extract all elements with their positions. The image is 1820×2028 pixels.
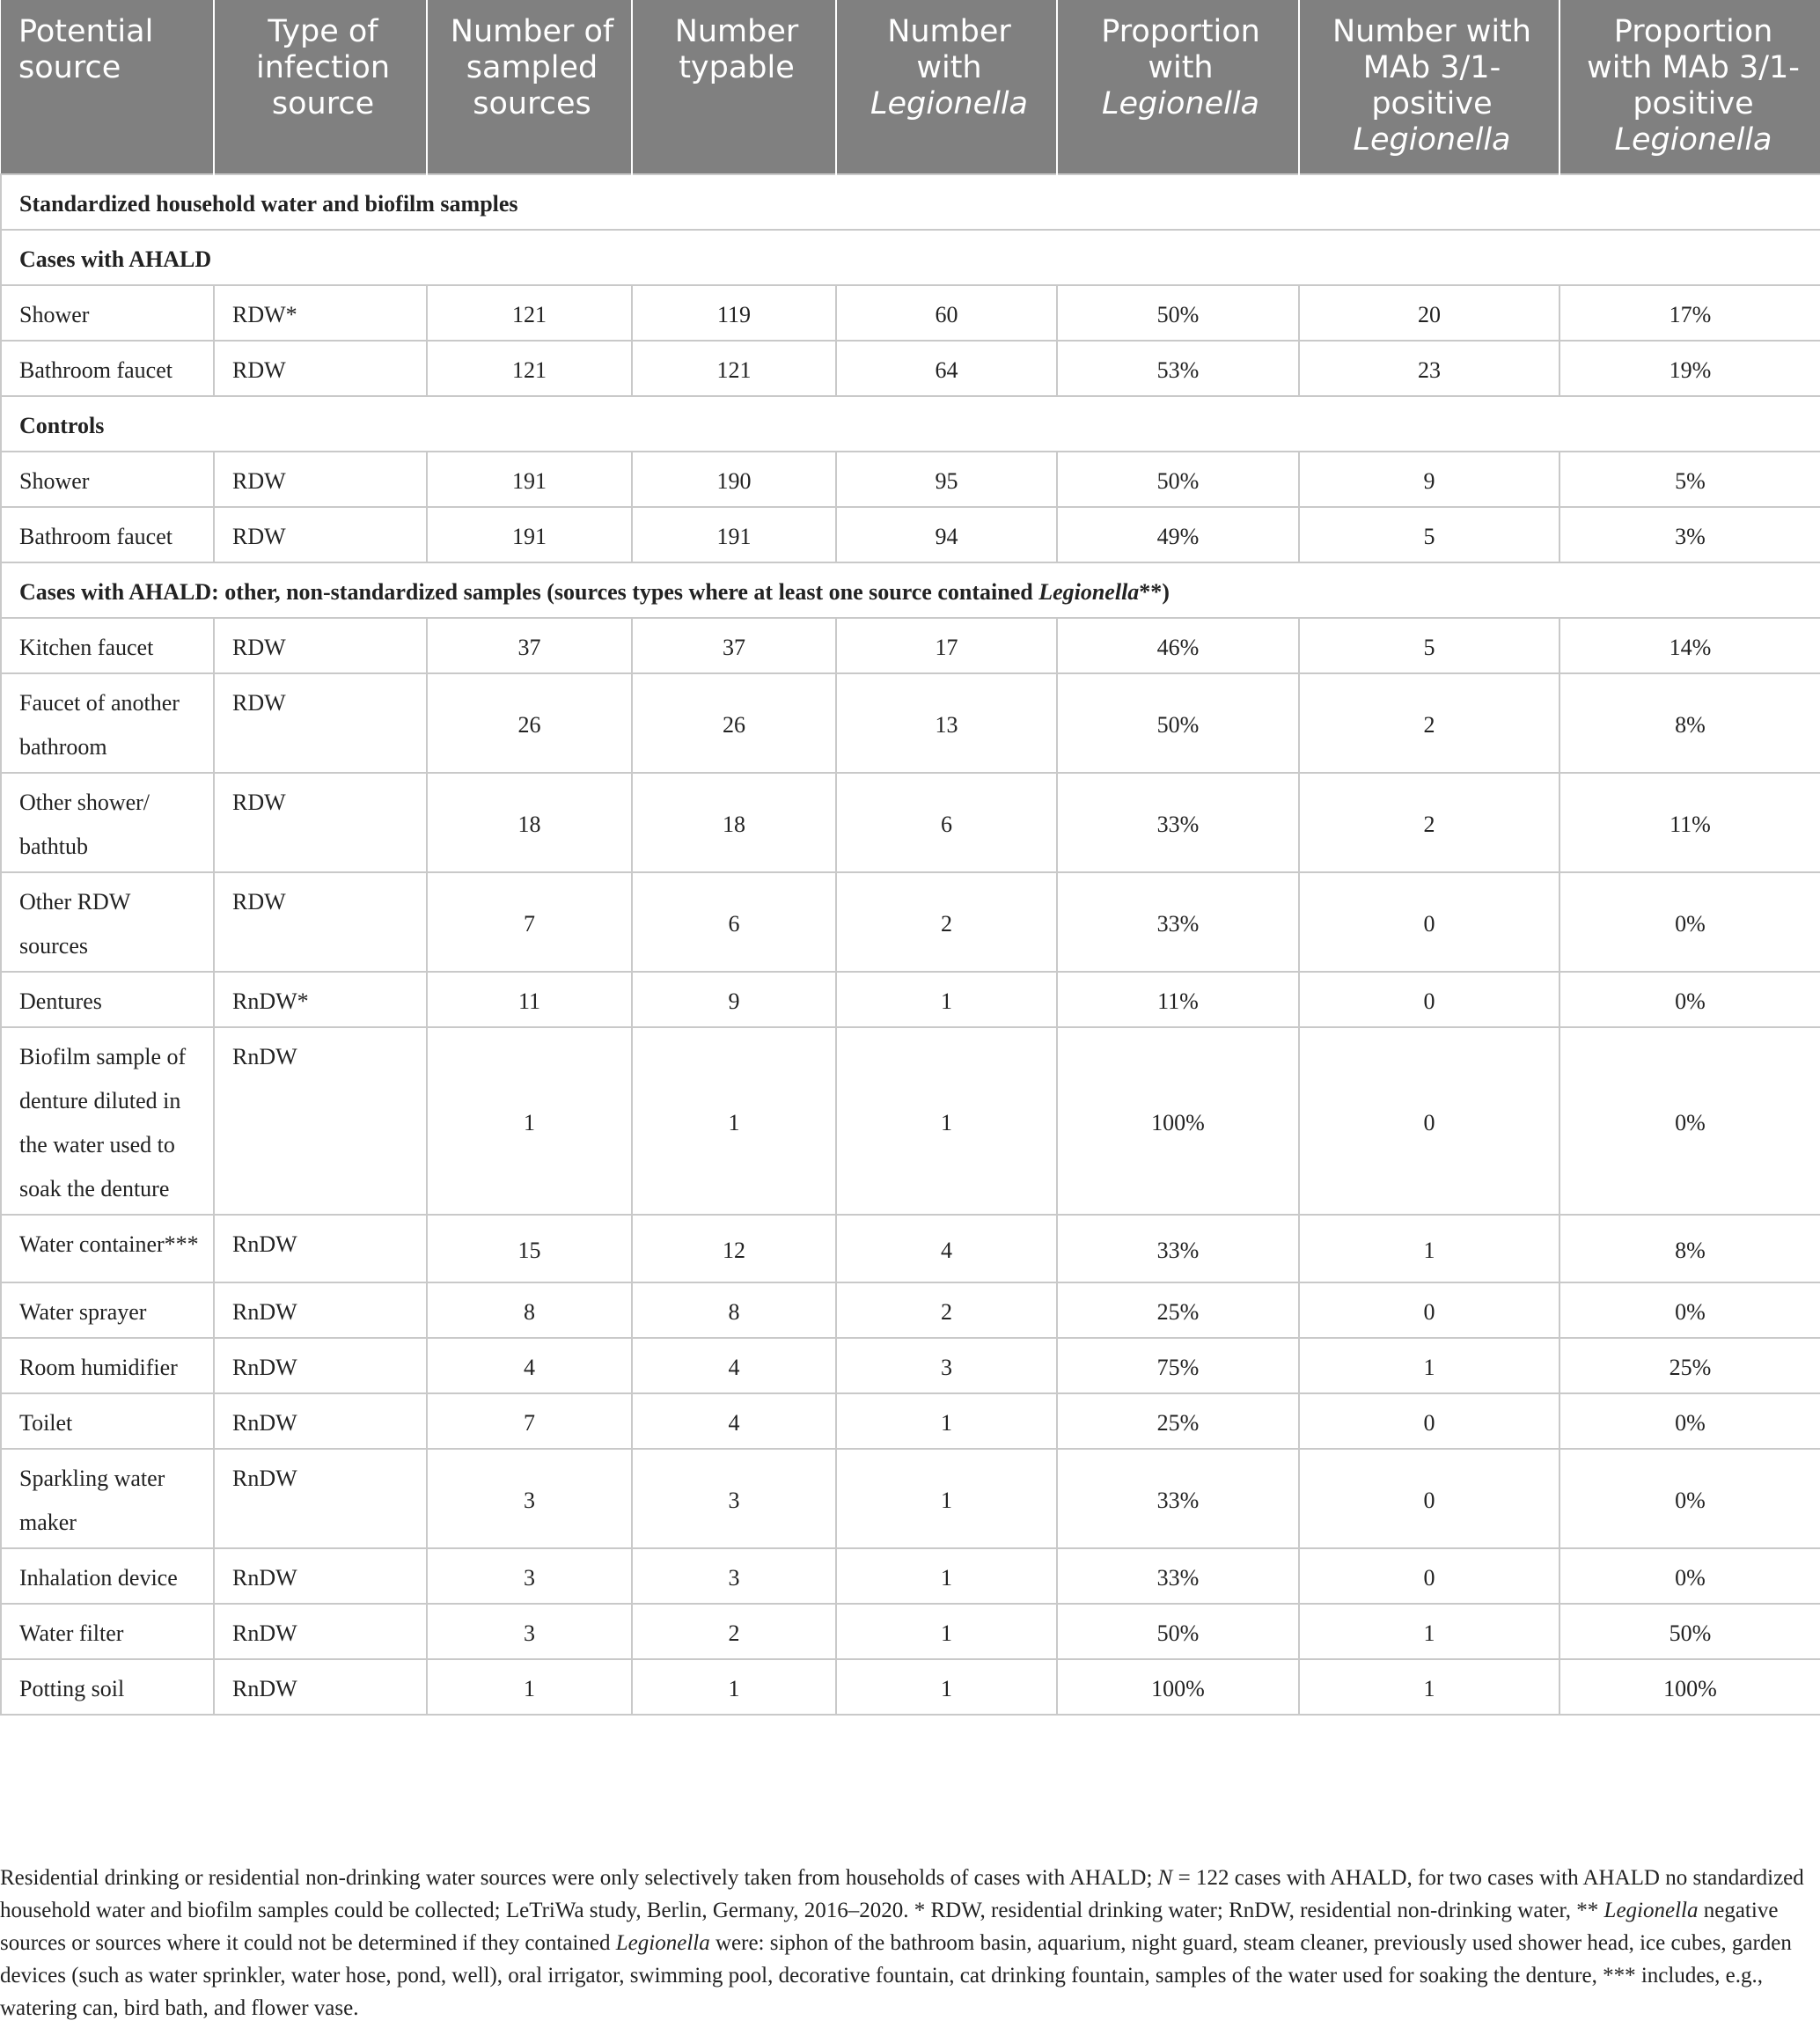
value-cell: 11 [427, 972, 632, 1027]
section-title-text: Standardized household water and biofilm samples [19, 191, 518, 217]
source-cell: Toilet [1, 1393, 214, 1449]
column-header-italic-text: Legionella [1614, 122, 1772, 158]
section-title-text: Cases with AHALD [19, 246, 212, 272]
value-cell: 50% [1057, 1604, 1299, 1659]
source-cell: Room humidifier [1, 1338, 214, 1393]
value-cell: 1 [1299, 1215, 1559, 1282]
type-cell: RDW* [214, 285, 427, 341]
table-row [1, 1027, 1820, 1215]
value-cell: 1 [836, 1659, 1057, 1715]
value-cell: 33% [1057, 1215, 1299, 1282]
value-cell: 25% [1057, 1282, 1299, 1338]
value-cell: 8 [427, 1282, 632, 1338]
section-header-row [1, 396, 1820, 452]
type-cell: RnDW* [214, 972, 427, 1027]
value-cell: 4 [632, 1338, 836, 1393]
value-cell: 121 [632, 341, 836, 396]
table-header [1, 0, 1820, 174]
value-cell: 3 [836, 1338, 1057, 1393]
table-row [1, 1393, 1820, 1449]
value-cell: 1 [427, 1027, 632, 1215]
table-row [1, 1338, 1820, 1393]
value-cell: 12 [632, 1215, 836, 1282]
value-cell: 23 [1299, 341, 1559, 396]
value-cell: 1 [836, 1449, 1057, 1548]
source-cell: Other RDW sources [1, 872, 214, 972]
type-cell: RDW [214, 618, 427, 673]
value-cell: 25% [1057, 1393, 1299, 1449]
table-body [1, 174, 1820, 1715]
value-cell: 191 [427, 507, 632, 562]
type-cell: RDW [214, 507, 427, 562]
value-cell: 2 [1299, 773, 1559, 872]
value-cell: 3 [632, 1548, 836, 1604]
value-cell: 53% [1057, 341, 1299, 396]
value-cell: 15 [427, 1215, 632, 1282]
footnote-text: = 122 cases with AHALD, for two cases with AHALD no standardized household water and biofilm samples could be collected; LeTriWa study, Berlin, Germany, 2016–2020. * RDW, residential drinking water; RnDW, residential non-drinking water, ** [0, 1866, 1804, 1922]
type-cell: RnDW [214, 1215, 427, 1282]
value-cell: 13 [836, 673, 1057, 773]
header-row [1, 0, 1820, 174]
type-cell: RnDW [214, 1393, 427, 1449]
table-row [1, 507, 1820, 562]
value-cell: 3 [427, 1449, 632, 1548]
value-cell: 8% [1559, 1215, 1820, 1282]
section-header-row [1, 174, 1820, 230]
type-cell: RDW [214, 452, 427, 507]
column-header-text: Proportion with [1101, 14, 1260, 85]
value-cell: 8% [1559, 673, 1820, 773]
section-title [1, 562, 1820, 618]
value-cell: 5% [1559, 452, 1820, 507]
value-cell: 2 [836, 1282, 1057, 1338]
value-cell: 0 [1299, 1282, 1559, 1338]
type-cell: RnDW [214, 1282, 427, 1338]
value-cell: 8 [632, 1282, 836, 1338]
type-cell: RnDW [214, 1659, 427, 1715]
value-cell: 1 [836, 1027, 1057, 1215]
footnote-italic-term: Legionella [615, 1931, 710, 1955]
value-cell: 37 [632, 618, 836, 673]
source-cell: Kitchen faucet [1, 618, 214, 673]
value-cell: 100% [1559, 1659, 1820, 1715]
section-title [1, 230, 1820, 285]
column-header [1, 0, 214, 174]
footnote-text: were: siphon of the bathroom basin, aquarium, night guard, steam cleaner, previously used shower head, ice cubes, garden devices (such as water sprinkler, water hose, pond, well), oral irrigator, swimming pool, decorative fountain, cat drinking fountain, samples of the water used for soaking the denture, *** includes, e.g., watering can, bird bath, and flower vase. [0, 1931, 1792, 2020]
value-cell: 1 [427, 1659, 632, 1715]
column-header-italic-text: Legionella [870, 86, 1028, 121]
value-cell: 50% [1559, 1604, 1820, 1659]
value-cell: 0 [1299, 1393, 1559, 1449]
value-cell: 1 [1299, 1338, 1559, 1393]
type-cell: RnDW [214, 1027, 427, 1215]
table-row [1, 1548, 1820, 1604]
value-cell: 1 [632, 1027, 836, 1215]
type-cell: RDW [214, 773, 427, 872]
value-cell: 0 [1299, 1449, 1559, 1548]
footnote-text: negative sources or sources where it could not be determined if they contained [0, 1899, 1779, 1955]
type-cell: RnDW [214, 1604, 427, 1659]
source-cell: Water container*** [1, 1215, 214, 1282]
column-header-text: Type of infection source [255, 14, 391, 121]
value-cell: 3 [632, 1449, 836, 1548]
table-row [1, 773, 1820, 872]
source-cell: Sparkling water maker [1, 1449, 214, 1548]
value-cell: 5 [1299, 507, 1559, 562]
value-cell: 0 [1299, 1027, 1559, 1215]
value-cell: 64 [836, 341, 1057, 396]
source-cell: Water sprayer [1, 1282, 214, 1338]
table-row [1, 1282, 1820, 1338]
value-cell: 33% [1057, 872, 1299, 972]
column-header [1299, 0, 1559, 174]
type-cell: RnDW [214, 1449, 427, 1548]
section-title [1, 396, 1820, 452]
value-cell: 4 [836, 1215, 1057, 1282]
value-cell: 100% [1057, 1027, 1299, 1215]
table-row [1, 1659, 1820, 1715]
type-cell: RnDW [214, 1338, 427, 1393]
source-cell: Water filter [1, 1604, 214, 1659]
section-header-row [1, 230, 1820, 285]
value-cell: 50% [1057, 285, 1299, 341]
value-cell: 1 [836, 1604, 1057, 1659]
value-cell: 7 [427, 872, 632, 972]
value-cell: 33% [1057, 1548, 1299, 1604]
value-cell: 33% [1057, 1449, 1299, 1548]
section-title [1, 174, 1820, 230]
value-cell: 46% [1057, 618, 1299, 673]
table-row [1, 872, 1820, 972]
value-cell: 60 [836, 285, 1057, 341]
value-cell: 11% [1559, 773, 1820, 872]
value-cell: 20 [1299, 285, 1559, 341]
value-cell: 1 [632, 1659, 836, 1715]
table-row [1, 285, 1820, 341]
value-cell: 0% [1559, 972, 1820, 1027]
value-cell: 6 [836, 773, 1057, 872]
value-cell: 94 [836, 507, 1057, 562]
section-title-italic: Legionella [1038, 579, 1140, 605]
column-header [836, 0, 1057, 174]
value-cell: 11% [1057, 972, 1299, 1027]
source-cell: Other shower/ bathtub [1, 773, 214, 872]
value-cell: 4 [632, 1393, 836, 1449]
value-cell: 9 [1299, 452, 1559, 507]
value-cell: 0% [1559, 1027, 1820, 1215]
type-cell: RDW [214, 872, 427, 972]
column-header-italic-text: Legionella [1102, 86, 1259, 121]
column-header-text: Proportion with MAb 3/1-positive [1587, 14, 1800, 121]
table-row [1, 341, 1820, 396]
value-cell: 50% [1057, 452, 1299, 507]
value-cell: 119 [632, 285, 836, 341]
source-cell: Faucet of another bathroom [1, 673, 214, 773]
source-cell: Shower [1, 452, 214, 507]
column-header [427, 0, 632, 174]
footnote-italic-term: Legionella [1604, 1899, 1699, 1922]
table-row [1, 618, 1820, 673]
value-cell: 1 [836, 1393, 1057, 1449]
column-header-italic-text: Legionella [1353, 122, 1511, 158]
source-cell: Biofilm sample of denture diluted in the water used to soak the denture [1, 1027, 214, 1215]
source-cell: Inhalation device [1, 1548, 214, 1604]
column-header [214, 0, 427, 174]
column-header-text: Number with MAb 3/1-positive [1332, 14, 1531, 121]
value-cell: 0% [1559, 1393, 1820, 1449]
value-cell: 0 [1299, 972, 1559, 1027]
table-footnote [0, 1862, 1804, 2024]
value-cell: 18 [427, 773, 632, 872]
value-cell: 7 [427, 1393, 632, 1449]
value-cell: 121 [427, 341, 632, 396]
section-title-text: **) [1139, 579, 1170, 605]
source-cell: Potting soil [1, 1659, 214, 1715]
value-cell: 4 [427, 1338, 632, 1393]
value-cell: 3 [427, 1548, 632, 1604]
value-cell: 3 [427, 1604, 632, 1659]
table-row [1, 1215, 1820, 1282]
value-cell: 0% [1559, 1548, 1820, 1604]
value-cell: 1 [836, 1548, 1057, 1604]
value-cell: 1 [1299, 1604, 1559, 1659]
value-cell: 26 [427, 673, 632, 773]
section-header-row [1, 562, 1820, 618]
value-cell: 0% [1559, 1449, 1820, 1548]
value-cell: 2 [632, 1604, 836, 1659]
source-cell: Bathroom faucet [1, 341, 214, 396]
column-header-text: Number of sampled sources [450, 14, 614, 121]
value-cell: 14% [1559, 618, 1820, 673]
column-header-text: Potential source [18, 14, 154, 85]
column-header [1559, 0, 1820, 174]
type-cell: RDW [214, 341, 427, 396]
table-row [1, 1449, 1820, 1548]
value-cell: 18 [632, 773, 836, 872]
value-cell: 0 [1299, 1548, 1559, 1604]
column-header-text: Number with [887, 14, 1011, 85]
type-cell: RDW [214, 673, 427, 773]
value-cell: 37 [427, 618, 632, 673]
table-row [1, 972, 1820, 1027]
value-cell: 121 [427, 285, 632, 341]
value-cell: 3% [1559, 507, 1820, 562]
footnote-text: Residential drinking or residential non-drinking water sources were only selectively taken from households of cases with AHALD; [0, 1866, 1158, 1890]
value-cell: 5 [1299, 618, 1559, 673]
table-row [1, 452, 1820, 507]
value-cell: 26 [632, 673, 836, 773]
value-cell: 190 [632, 452, 836, 507]
value-cell: 95 [836, 452, 1057, 507]
value-cell: 0% [1559, 1282, 1820, 1338]
value-cell: 75% [1057, 1338, 1299, 1393]
table-row [1, 1604, 1820, 1659]
type-cell: RnDW [214, 1548, 427, 1604]
value-cell: 2 [836, 872, 1057, 972]
footnote-n-symbol: N [1157, 1866, 1173, 1890]
value-cell: 33% [1057, 773, 1299, 872]
value-cell: 9 [632, 972, 836, 1027]
section-title-text: Cases with AHALD: other, non-standardized samples (sources types where at least one source contained [19, 579, 1039, 605]
value-cell: 17% [1559, 285, 1820, 341]
table-row [1, 673, 1820, 773]
value-cell: 19% [1559, 341, 1820, 396]
value-cell: 1 [836, 972, 1057, 1027]
value-cell: 25% [1559, 1338, 1820, 1393]
value-cell: 0 [1299, 872, 1559, 972]
value-cell: 100% [1057, 1659, 1299, 1715]
value-cell: 191 [427, 452, 632, 507]
column-header [632, 0, 836, 174]
value-cell: 49% [1057, 507, 1299, 562]
value-cell: 17 [836, 618, 1057, 673]
value-cell: 191 [632, 507, 836, 562]
value-cell: 6 [632, 872, 836, 972]
column-header-text: Number typable [674, 14, 799, 85]
source-cell: Bathroom faucet [1, 507, 214, 562]
section-title-text: Controls [19, 413, 105, 438]
value-cell: 0% [1559, 872, 1820, 972]
source-cell: Shower [1, 285, 214, 341]
value-cell: 1 [1299, 1659, 1559, 1715]
column-header [1057, 0, 1299, 174]
value-cell: 2 [1299, 673, 1559, 773]
source-cell: Dentures [1, 972, 214, 1027]
value-cell: 50% [1057, 673, 1299, 773]
